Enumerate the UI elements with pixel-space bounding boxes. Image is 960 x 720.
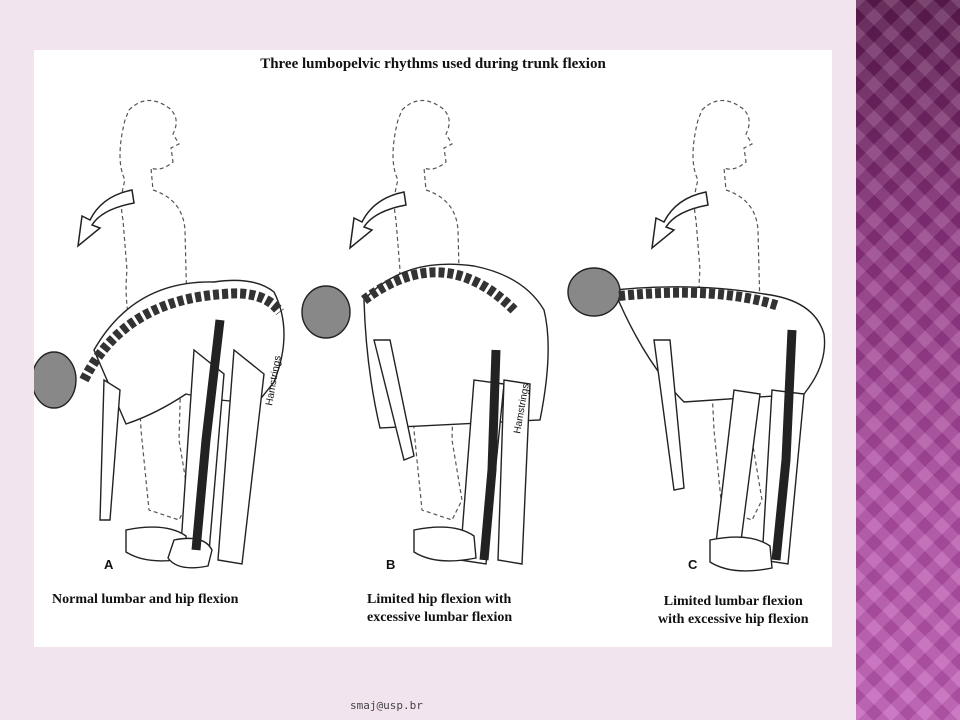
panel-letter-b: B [386, 557, 396, 572]
footer-email: smaj@usp.br [350, 699, 423, 712]
caption-a [52, 591, 238, 609]
muscle-label-a: Hamstrings [264, 354, 284, 407]
caption-line: Normal lumbar and hip flexion [52, 592, 239, 607]
caption-c [658, 593, 809, 629]
muscle-label-b: Hamstrings [512, 382, 532, 435]
caption-line: Limited hip flexion with [367, 592, 512, 607]
lumbopelvic-figure [34, 50, 832, 647]
figure-drawing [34, 50, 832, 647]
figure-title: Three lumbopelvic rhythms used during trunk flexion [260, 56, 606, 72]
panel-letter-c: C [688, 557, 698, 572]
caption-line: with excessive hip flexion [658, 612, 809, 627]
bent-figure-a [34, 280, 284, 567]
caption-b [367, 591, 512, 627]
caption-line: excessive lumbar flexion [367, 610, 513, 625]
panel-letter-a: A [104, 557, 114, 572]
flexion-arrow-c [652, 192, 708, 248]
decorative-side-band [856, 0, 960, 720]
flexion-arrow-a [78, 190, 134, 246]
caption-line: Limited lumbar flexion [663, 594, 803, 609]
